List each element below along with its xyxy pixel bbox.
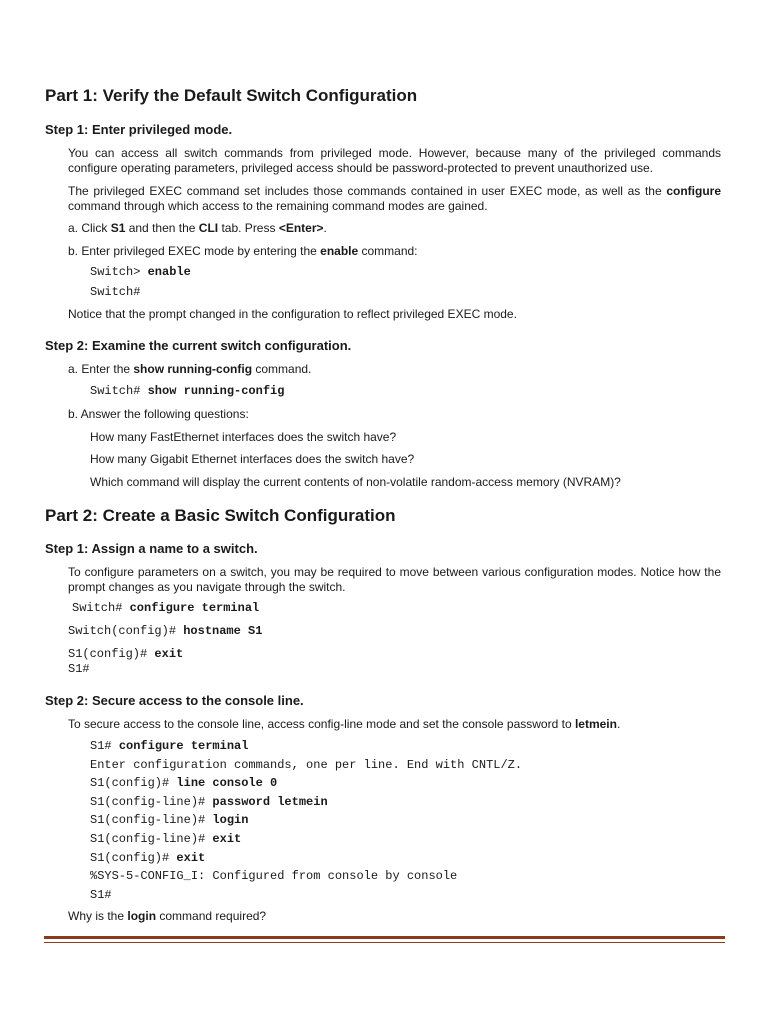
part2-step1-para: To configure parameters on a switch, you may be required to move between various configuration modes. Notice how the prompt changes as you navigate through the switch. [68,565,721,594]
part1-step1-item-b: b. Enter privileged EXEC mode by entering the enable command: [68,244,418,258]
code-line-6: S1(config-line)# exit [90,832,242,846]
code-line-1: S1# configure terminal [90,739,249,753]
part1-step2-item-b: b. Answer the following questions: [68,407,249,421]
code-switch-enable: Switch> enable [90,265,191,279]
code-show-running-config: Switch# show running-config [90,384,285,398]
question-gigabit: How many Gigabit Ethernet interfaces does the switch have? [90,452,415,466]
code-line-3: S1(config)# line console 0 [90,776,278,791]
code-line-2: Enter configuration commands, one per line. End with CNTL/Z. [90,757,523,772]
part1-step2-heading: Step 2: Examine the current switch configuration. [45,338,352,353]
code-config-exit: S1(config)# exit [68,647,184,661]
code-line-7: S1(config)# exit [90,850,206,865]
code-line-4: S1(config-line)# password letmein [90,794,328,809]
part1-step1-heading: Step 1: Enter privileged mode. [45,122,233,137]
part1-step1-para2: The privileged EXEC command set includes those commands contained in user EXEC mode, as well as the configure command through which access to the remaining command modes are gained. [68,184,721,213]
part1-step2-item-a: a. Enter the show running-config command. [68,362,312,376]
question-login: Why is the login command required? [68,909,267,923]
code-line-9: S1# [90,887,112,902]
part1-step1-para1: You can access all switch commands from privileged mode. However, because many of the privileged commands configure operating parameters, privileged access should be password-protected to prevent unauthorized use. [68,146,721,175]
part2-step1-heading: Step 1: Assign a name to a switch. [45,541,258,556]
part1-step1-notice: Notice that the prompt changed in the configuration to reflect privileged EXEC mode. [68,307,517,321]
part1-heading: Part 1: Verify the Default Switch Configuration [45,86,418,105]
part2-step2-para: To secure access to the console line, access config-line mode and set the console password to letmein. [68,717,621,731]
part2-step2-heading: Step 2: Secure access to the console line. [45,693,304,708]
code-configure-terminal: Switch# configure terminal [72,601,260,615]
question-nvram: Which command will display the current contents of non-volatile random-access memory (NVRAM)? [90,475,621,489]
code-line-8: %SYS-5-CONFIG_I: Configured from console by console [90,869,458,884]
part1-step1-item-a: a. Click S1 and then the CLI tab. Press <Enter>. [68,221,327,235]
question-fastethernet: How many FastEthernet interfaces does the switch have? [90,430,397,444]
footer-rule-thick [44,936,725,939]
part2-heading: Part 2: Create a Basic Switch Configuration [45,506,396,525]
footer-rule-thin [44,942,725,943]
code-hostname: Switch(config)# hostname S1 [68,624,263,638]
code-s1-prompt: S1# [68,662,90,676]
code-line-5: S1(config-line)# login [90,813,249,828]
code-switch-prompt: Switch# [90,285,141,299]
